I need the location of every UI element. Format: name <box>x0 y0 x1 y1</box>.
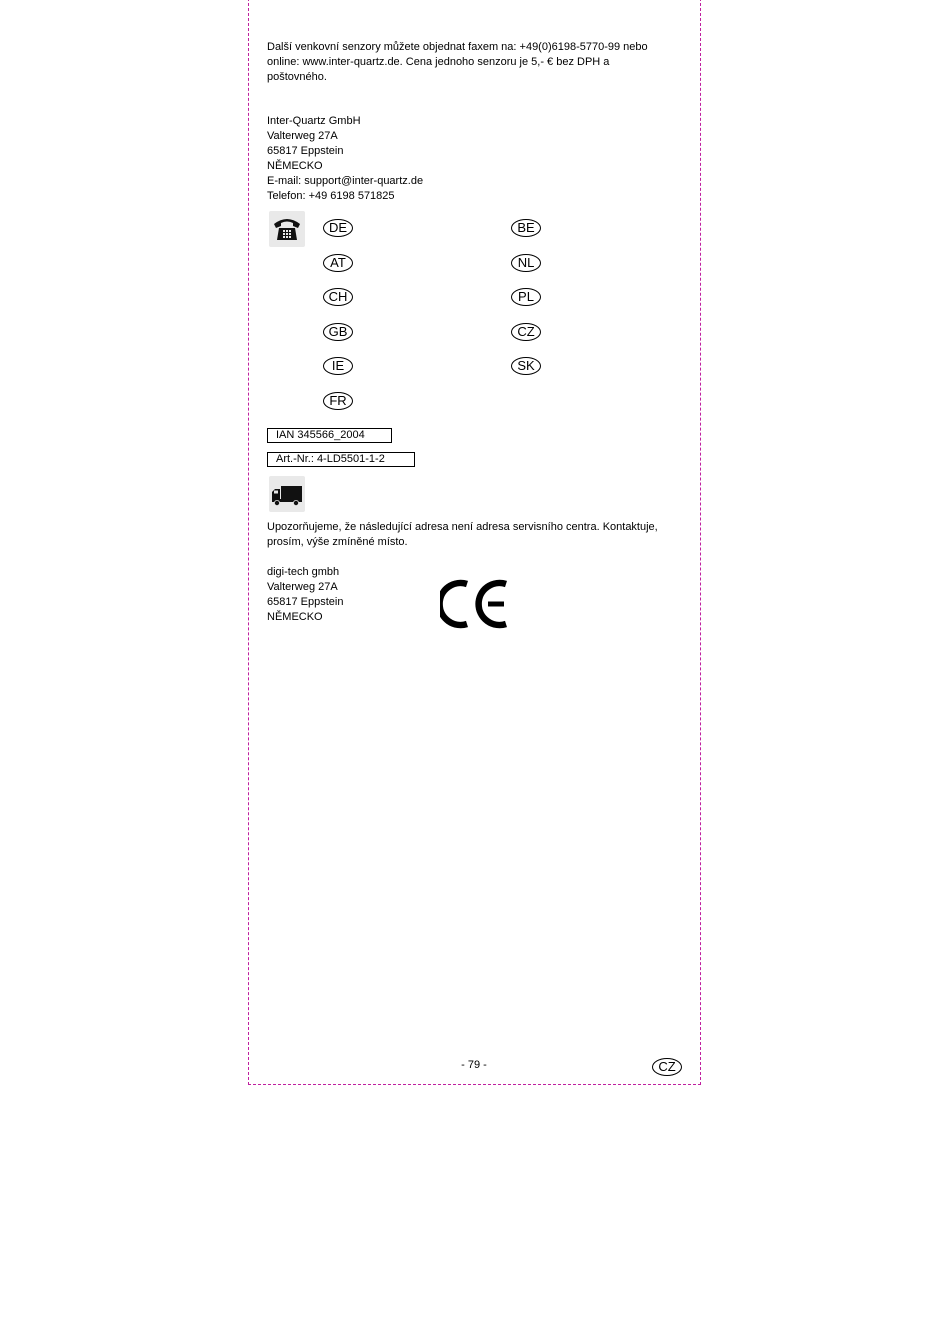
intro-line-2: online: www.inter-quartz.de. Cena jednoho senzoru je 5,- € bez DPH a <box>267 56 610 68</box>
email: E-mail: support@inter-quartz.de <box>267 175 424 187</box>
service-city: 65817 Eppstein <box>267 596 344 608</box>
country-badge-fr: FR <box>323 392 353 410</box>
country-badge-be: BE <box>511 219 541 237</box>
intro-line-3: poštovného. <box>267 71 327 83</box>
country-badge-pl: PL <box>511 288 541 306</box>
article-number: Art.-Nr.: 4-LD5501-1-2 <box>267 452 415 467</box>
country-badge-sk: SK <box>511 357 541 375</box>
telephone-icon <box>269 211 305 247</box>
service-street: Valterweg 27A <box>267 581 338 593</box>
service-notice <box>267 520 677 550</box>
country-badge-gb: GB <box>323 323 353 341</box>
language-badge: CZ <box>652 1058 682 1076</box>
country-badge-ch: CH <box>323 288 353 306</box>
city: 65817 Eppstein <box>267 145 344 157</box>
intro-line-1: Další venkovní senzory můžete objednat faxem na: +49(0)6198-5770-99 nebo <box>267 41 648 53</box>
notice-line-1: Upozorňujeme, že následující adresa není adresa servisního centra. Kontaktuje, <box>267 521 658 533</box>
street: Valterweg 27A <box>267 130 338 142</box>
intro-paragraph <box>267 40 677 85</box>
country-badge-cz: CZ <box>511 323 541 341</box>
service-address <box>267 565 343 625</box>
ian-number: IAN 345566_2004 <box>267 428 392 443</box>
ce-mark-logo <box>440 578 512 635</box>
manufacturer-address <box>267 114 423 204</box>
country-badge-ie: IE <box>323 357 353 375</box>
service-company: digi-tech gmbh <box>267 566 340 578</box>
service-country: NĚMECKO <box>267 611 323 623</box>
notice-line-2: prosím, výše zmíněné místo. <box>267 536 408 548</box>
page-number: - 79 - <box>461 1059 487 1071</box>
delivery-truck-icon <box>269 476 305 512</box>
country-badge-at: AT <box>323 254 353 272</box>
country: NĚMECKO <box>267 160 323 172</box>
phone-number: Telefon: +49 6198 571825 <box>267 190 395 202</box>
country-badge-nl: NL <box>511 254 541 272</box>
company-name: Inter-Quartz GmbH <box>267 115 361 127</box>
country-badge-de: DE <box>323 219 353 237</box>
